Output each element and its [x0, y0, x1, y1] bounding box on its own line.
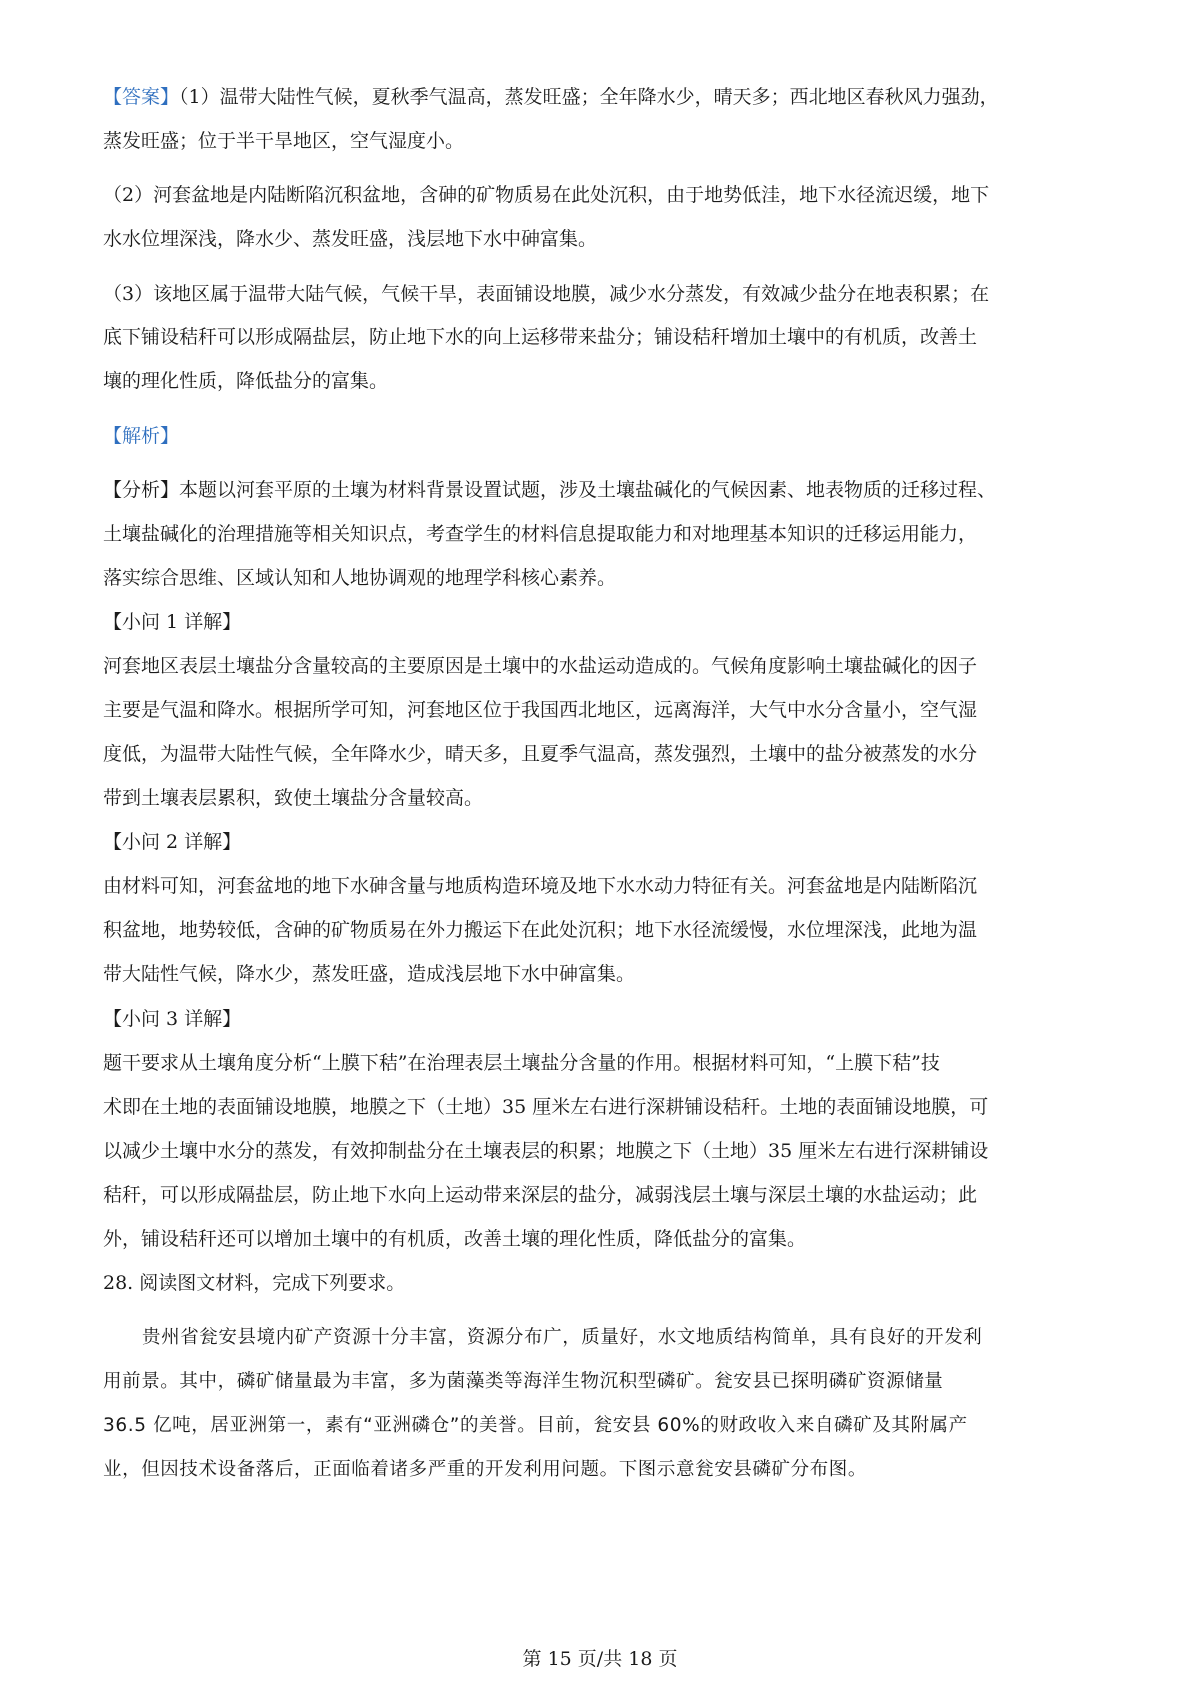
answer-line-4: 水水位埋深浅，降水少、蒸发旺盛，浅层地下水中砷富集。: [103, 228, 598, 250]
q28-material-line-2: 用前景。其中，磷矿储量最为丰富，多为菌藻类等海洋生物沉积型磷矿。瓮安县已探明磷矿资源储量: [103, 1371, 944, 1392]
analysis-line-2: 土壤盐碱化的治理措施等相关知识点，考查学生的材料信息提取能力和对地理基本知识的迁移运用能力，: [103, 523, 978, 545]
q3-line-3: 以减少土壤中水分的蒸发，有效抑制盐分在土壤表层的积累；地膜之下（土地）35 厘米左右进行深耕铺设: [103, 1140, 989, 1162]
q1-heading: 【小问 1 详解】: [103, 611, 242, 633]
q28-material-line-3: 36.5 亿吨，居亚洲第一，素有“亚洲磷仓”的美誉。目前，瓮安县 60%的财政收入来自磷矿及其附属产: [103, 1415, 968, 1436]
page-number-footer: 第 15 页/共 18 页: [522, 1648, 678, 1670]
q28-material-line-1: 贵州省瓮安县境内矿产资源十分丰富，资源分布广，质量好，水文地质结构简单，具有良好的开发利: [142, 1327, 983, 1348]
q3-heading: 【小问 3 详解】: [103, 1008, 242, 1030]
answer-tag: 【答案】: [103, 86, 180, 108]
answer-line-2: 蒸发旺盛；位于半干旱地区，空气湿度小。: [103, 130, 465, 152]
q1-line-2: 主要是气温和降水。根据所学可知，河套地区位于我国西北地区，远离海洋，大气中水分含量小，空气湿: [103, 699, 978, 721]
answer-line-1: [103, 83, 1113, 111]
analysis-line-1: 【分析】本题以河套平原的土壤为材料背景设置试题，涉及土壤盐碱化的气候因素、地表物质的迁移过程、: [103, 479, 997, 501]
analysis-tag: 【解析】: [103, 425, 180, 447]
q2-line-3: 带大陆性气候，降水少，蒸发旺盛，造成浅层地下水中砷富集。: [103, 963, 636, 985]
answer-text-1: （1）温带大陆性气候，夏秋季气温高，蒸发旺盛；全年降水少，晴天多；西北地区春秋风力强劲，: [179, 86, 999, 108]
q28-material-line-4: 业，但因技术设备落后，正面临着诸多严重的开发利用问题。下图示意瓮安县磷矿分布图。: [103, 1459, 868, 1480]
q1-line-1: 河套地区表层土壤盐分含量较高的主要原因是土壤中的水盐运动造成的。气候角度影响土壤盐碱化的因子: [103, 655, 978, 677]
answer-line-6: 底下铺设秸秆可以形成隔盐层，防止地下水的向上运移带来盐分；铺设秸秆增加土壤中的有机质，改善土: [103, 326, 978, 348]
answer-line-5: （3）该地区属于温带大陆气候，气候干旱，表面铺设地膜，减少水分蒸发，有效减少盐分在地表积累；在: [103, 283, 990, 305]
q3-line-4: 秸秆，可以形成隔盐层，防止地下水向上运动带来深层的盐分，减弱浅层土壤与深层土壤的水盐运动；此: [103, 1184, 978, 1206]
answer-line-7: 壤的理化性质，降低盐分的富集。: [103, 370, 389, 392]
q2-line-1: 由材料可知，河套盆地的地下水砷含量与地质构造环境及地下水水动力特征有关。河套盆地是内陆断陷沉: [103, 875, 978, 897]
q2-line-2: 积盆地，地势较低，含砷的矿物质易在外力搬运下在此处沉积；地下水径流缓慢，水位埋深浅，此地为温: [103, 919, 978, 941]
q2-heading: 【小问 2 详解】: [103, 831, 242, 853]
q3-line-2: 术即在土地的表面铺设地膜，地膜之下（土地）35 厘米左右进行深耕铺设秸秆。土地的表面铺设地膜，可: [103, 1096, 989, 1118]
q3-line-5: 外，铺设秸秆还可以增加土壤中的有机质，改善土壤的理化性质，降低盐分的富集。: [103, 1228, 807, 1250]
question-28-title: 28. 阅读图文材料，完成下列要求。: [103, 1272, 406, 1294]
q1-line-3: 度低，为温带大陆性气候，全年降水少，晴天多，且夏季气温高，蒸发强烈，土壤中的盐分被蒸发的水分: [103, 743, 978, 765]
answer-line-3: （2）河套盆地是内陆断陷沉积盆地，含砷的矿物质易在此处沉积，由于地势低洼，地下水径流迟缓，地下: [103, 184, 990, 206]
q3-line-1: 题干要求从土壤角度分析“上膜下秸”在治理表层土壤盐分含量的作用。根据材料可知，“上膜下秸”技: [103, 1052, 940, 1074]
analysis-line-3: 落实综合思维、区域认知和人地协调观的地理学科核心素养。: [103, 567, 617, 589]
q1-line-4: 带到土壤表层累积，致使土壤盐分含量较高。: [103, 787, 484, 809]
